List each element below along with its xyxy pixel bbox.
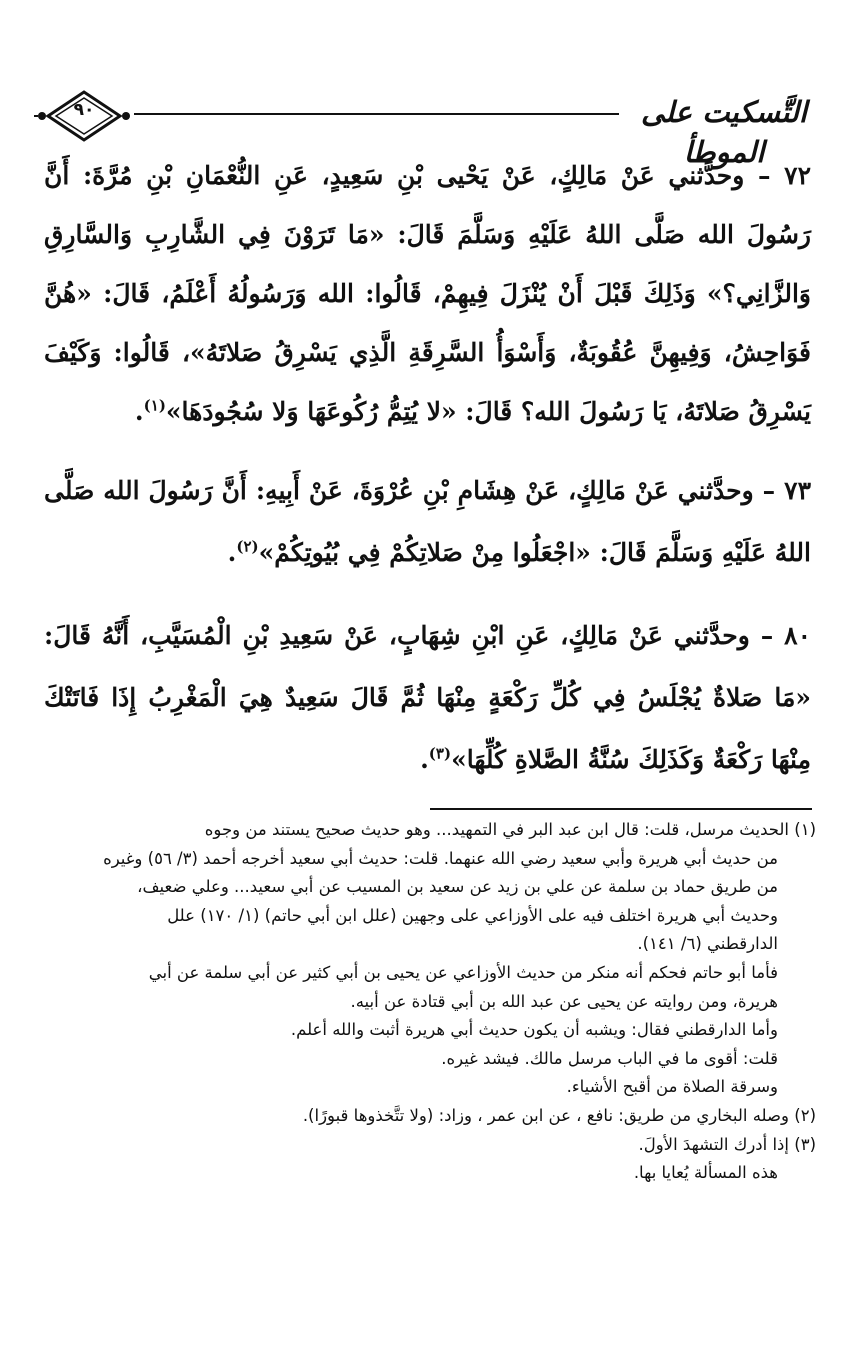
footnote-line: قلت: أقوى ما في الباب مرسل مالك. فيشد غيره. — [441, 1048, 778, 1068]
hadith-73: ٧٣ – وحدَّثني عَنْ مَالِكٍ، عَنْ هِشَامِ بْنِ عُرْوَةَ، عَنْ أَبِيهِ: أَنَّ رَسُولَ الله صَلَّى اللهُ عَلَيْهِ وَسَلَّمَ قَالَ: «اجْعَلُوا مِنْ صَلاتِكُمْ فِي بُيُوتِكُمْ»$^{(٢)}$. — [44, 476, 811, 567]
footnote-divider — [430, 808, 812, 810]
footnote-line: وحديث أبي هريرة اختلف فيه على الأوزاعي على وجهين (علل ابن أبي حاتم) (١/ ١٧٠) علل — [167, 905, 778, 925]
page-number: ٩٠ — [73, 100, 95, 120]
footnote-ref-3: (٣) — [428, 744, 452, 763]
footnote-line: (٢) وصله البخاري من طريق: نافع ، عن ابن عمر ، وزاد: (ولا تتَّخذوها قبورًا). — [302, 1105, 816, 1125]
footnote-line: هريرة، ومن روايته عن يحيى عن عبد الله بن أبي قتادة عن أبيه. — [350, 991, 778, 1011]
hadith-text: ٨٠ – وحدَّثني عَنْ مَالِكٍ، عَنِ ابْنِ شِهَابٍ، عَنْ سَعِيدِ بْنِ الْمُسَيَّبِ، أَنَّهُ قَالَ: «مَا صَلاةٌ يُجْلَسُ فِي كُلِّ رَكْعَةٍ مِنْهَا ثُمَّ قَالَ سَعِيدٌ هِيَ الْمَغْرِبُ إِذَا فَاتَتْكَ مِنْهَا رَكْعَةٌ وَكَذَلِكَ سُنَّةُ الصَّلاةِ كُلِّهَا» — [44, 621, 811, 774]
hadith-80: ٨٠ – وحدَّثني عَنْ مَالِكٍ، عَنِ ابْنِ شِهَابٍ، عَنْ سَعِيدِ بْنِ الْمُسَيَّبِ، أَنَّهُ قَالَ: «مَا صَلاةٌ يُجْلَسُ فِي كُلِّ رَكْعَةٍ مِنْهَا ثُمَّ قَالَ سَعِيدٌ هِيَ الْمَغْرِبُ إِذَا فَاتَتْكَ مِنْهَا رَكْعَةٌ وَكَذَلِكَ سُنَّةُ الصَّلاةِ كُلِّهَا»$^{(٣)}$. — [44, 621, 811, 774]
footnote-line: (٣) إذا أدرك التشهدَ الأولَ. — [638, 1134, 816, 1154]
footnote-ref-2: (٢) — [236, 537, 259, 556]
footnote-line: (١) الحديث مرسل، قلت: قال ابن عبد البر في التمهيد... وهو حديث صحيح يستند من وجوه — [204, 820, 816, 839]
footnote-line: وسرقة الصلاة من أقبح الأشياء. — [566, 1077, 778, 1097]
running-title: التَّسكيت على الموطأ — [641, 95, 807, 169]
hadith-text: ٧٣ – وحدَّثني عَنْ مَالِكٍ، عَنْ هِشَامِ بْنِ عُرْوَةَ، عَنْ أَبِيهِ: أَنَّ رَسُولَ الله صَلَّى اللهُ عَلَيْهِ وَسَلَّمَ قَالَ: «اجْعَلُوا مِنْ صَلاتِكُمْ فِي بُيُوتِكُمْ» — [44, 476, 811, 567]
hadith-72: ٧٢ – وحدَّثني عَنْ مَالِكٍ، عَنْ يَحْيى بْنِ سَعِيدٍ، عَنِ النُّعْمَانِ بْنِ مُرَّةَ: أَنَّ رَسُولَ الله صَلَّى اللهُ عَلَيْهِ وَسَلَّمَ قَالَ: «مَا تَرَوْنَ فِي الشَّارِبِ وَالسَّارِقِ وَالزَّانِي؟» وَذَلِكَ قَبْلَ أَنْ يُنْزَلَ فِيهِمْ، قَالُوا: الله وَرَسُولُهُ أَعْلَمُ، قَالَ: «هُنَّ فَوَاحِشُ، وَفِيهِنَّ عُقُوبَةٌ، وَأَسْوَأُ السَّرِقَةِ الَّذِي يَسْرِقُ صَلاتَهُ»، قَالُوا: وَكَيْفَ يَسْرِقُ صَلاتَهُ، يَا رَسُولَ الله؟ قَالَ: «لا يُتِمُّ رُكُوعَهَا وَلا سُجُودَهَا»$^{(١)}$. — [44, 161, 811, 426]
header-rule — [134, 113, 619, 115]
hadith-text: ٧٢ – وحدَّثني عَنْ مَالِكٍ، عَنْ يَحْيى بْنِ سَعِيدٍ، عَنِ النُّعْمَانِ بْنِ مُرَّةَ: أَنَّ رَسُولَ الله صَلَّى اللهُ عَلَيْهِ وَسَلَّمَ قَالَ: «مَا تَرَوْنَ فِي الشَّارِبِ وَالسَّارِقِ وَالزَّانِي؟» وَذَلِكَ قَبْلَ أَنْ يُنْزَلَ فِيهِمْ، قَالُوا: الله وَرَسُولُهُ أَعْلَمُ، قَالَ: «هُنَّ فَوَاحِشُ، وَفِيهِنَّ عُقُوبَةٌ، وَأَسْوَأُ السَّرِقَةِ الَّذِي يَسْرِقُ صَلاتَهُ»، قَالُوا: وَكَيْفَ يَسْرِقُ صَلاتَهُ، يَا رَسُولَ الله؟ قَالَ: «لا يُتِمُّ رُكُوعَهَا وَلا سُجُودَهَا» — [44, 161, 811, 426]
footnote-line: من طريق حماد بن سلمة عن علي بن زيد عن سعيد بن المسيب عن أبي سعيد... وعلي ضعيف، — [137, 877, 778, 897]
footnote-line: وأما الدارقطني فقال: ويشبه أن يكون حديث أبي هريرة أثبت والله أعلم. — [290, 1020, 778, 1040]
footnote-line: هذه المسألة يُعايا بها. — [633, 1163, 778, 1183]
footnote-ref-1: (١) — [143, 396, 166, 415]
footnote-line: فأما أبو حاتم فحكم أنه منكر من حديث الأوزاعي عن يحيى بن أبي كثير عن أبي سلمة عن أبي — [148, 962, 778, 982]
page-header — [34, 86, 824, 169]
footnote-line: الدارقطني (٦/ ١٤١). — [637, 934, 778, 954]
footnotes — [44, 816, 816, 1188]
footnote-line: من حديث أبي هريرة وأبي سعيد رضي الله عنهما. قلت: حديث أبي سعيد أخرجه أحمد (٣/ ٥٦) وغيره — [103, 848, 778, 868]
